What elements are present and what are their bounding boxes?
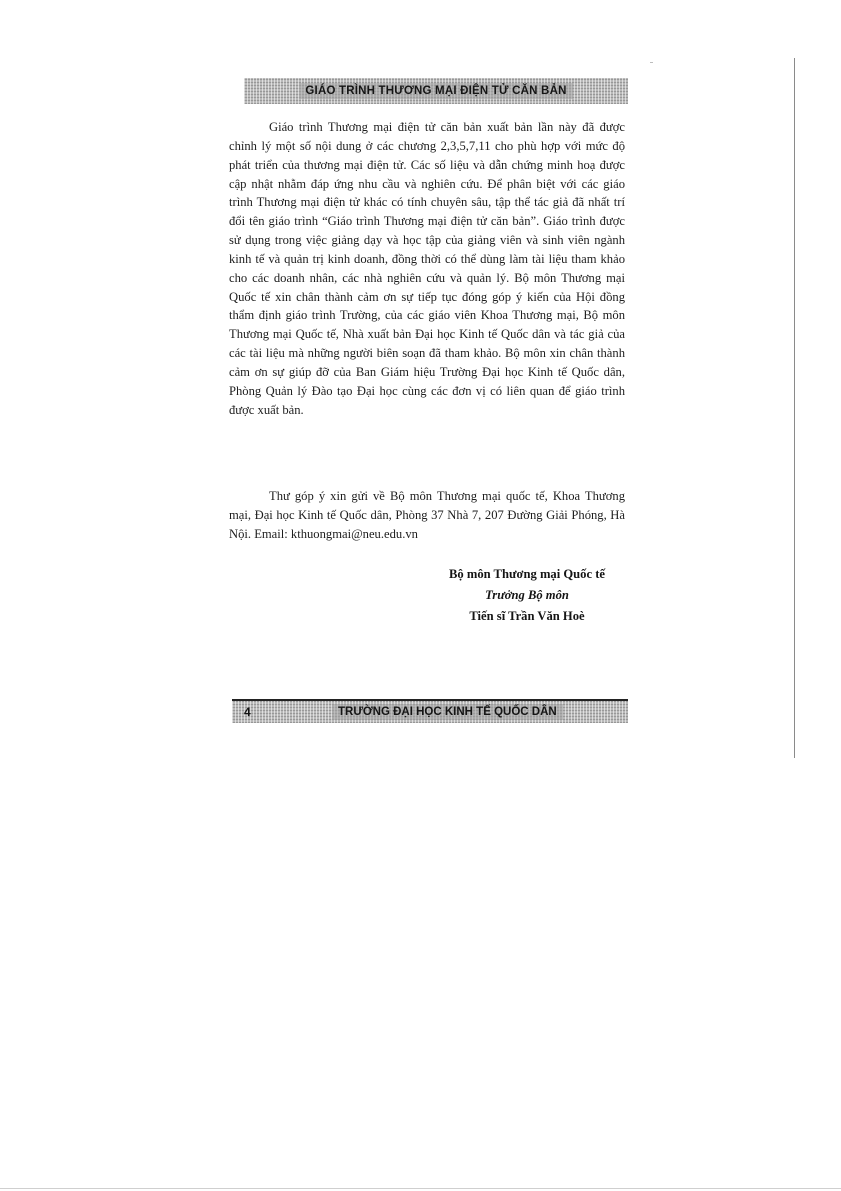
signature-organization: Bộ môn Thương mại Quốc tế (449, 567, 605, 581)
header-title: GIÁO TRÌNH THƯƠNG MẠI ĐIỆN TỬ CĂN BẢN (299, 83, 572, 99)
page-number: 4 (244, 705, 251, 719)
body-paragraph-2: Thư góp ý xin gửi về Bộ môn Thương mại quốc tế, Khoa Thương mại, Đại học Kinh tế Quốc dân, Phòng 37 Nhà 7, 207 Đường Giải Phóng, Hà Nội. Email: kthuongmai@neu.edu.vn (229, 489, 625, 541)
body-paragraph-1: Giáo trình Thương mại điện tử căn bản xuất bản lần này đã được chỉnh lý một số nội dung ở các chương 2,3,5,7,11 cho phù hợp với mức độ phát triển của thương mại điện tử. Các số liệu và dẫn chứng minh hoạ được cập nhật nhằm đáp ứng nhu cầu và nghiên cứu. Để phân biệt với các giáo trình Thương mại điện tử khác có tính chuyên sâu, tập thể tác giả đã nhất trí đổi tên giáo trình “Giáo trình Thương mại điện tử căn bản”. Giáo trình được sử dụng trong việc giảng dạy và học tập của giảng viên và sinh viên ngành kinh tế và quản trị kinh doanh, đồng thời có thể dùng làm tài liệu tham khảo cho các doanh nhân, các nhà nghiên cứu và quản lý. Bộ môn Thương mại Quốc tế xin chân thành cảm ơn sự tiếp tục đóng góp ý kiến của Hội đồng thẩm định giáo trình Trường, của các giáo viên Khoa Thương mại, Bộ môn Thương mại Quốc tế, Nhà xuất bản Đại học Kinh tế Quốc dân và tác giả của các tài liệu mà những người biên soạn đã tham khảo. Bộ môn xin chân thành cảm ơn sự giúp đỡ của Ban Giám hiệu Trường Đại học Kinh tế Quốc dân, Phòng Quản lý Đào tạo Đại học cùng các đơn vị có liên quan để giáo trình được xuất bản. (229, 120, 625, 417)
scan-bottom-edge (0, 1188, 841, 1189)
signature-title: Trưởng Bộ môn (485, 588, 569, 602)
running-header (244, 78, 628, 104)
footer-institution: TRƯỜNG ĐẠI HỌC KINH TẾ QUỐC DÂN (332, 704, 563, 720)
scan-speck (650, 62, 653, 63)
scan-edge-line (794, 58, 795, 758)
body-paragraph-2-block (229, 487, 625, 544)
body-paragraph-1-block (229, 118, 625, 420)
signature-name: Tiến sĩ Trần Văn Hoè (469, 609, 585, 623)
running-footer (232, 699, 628, 723)
